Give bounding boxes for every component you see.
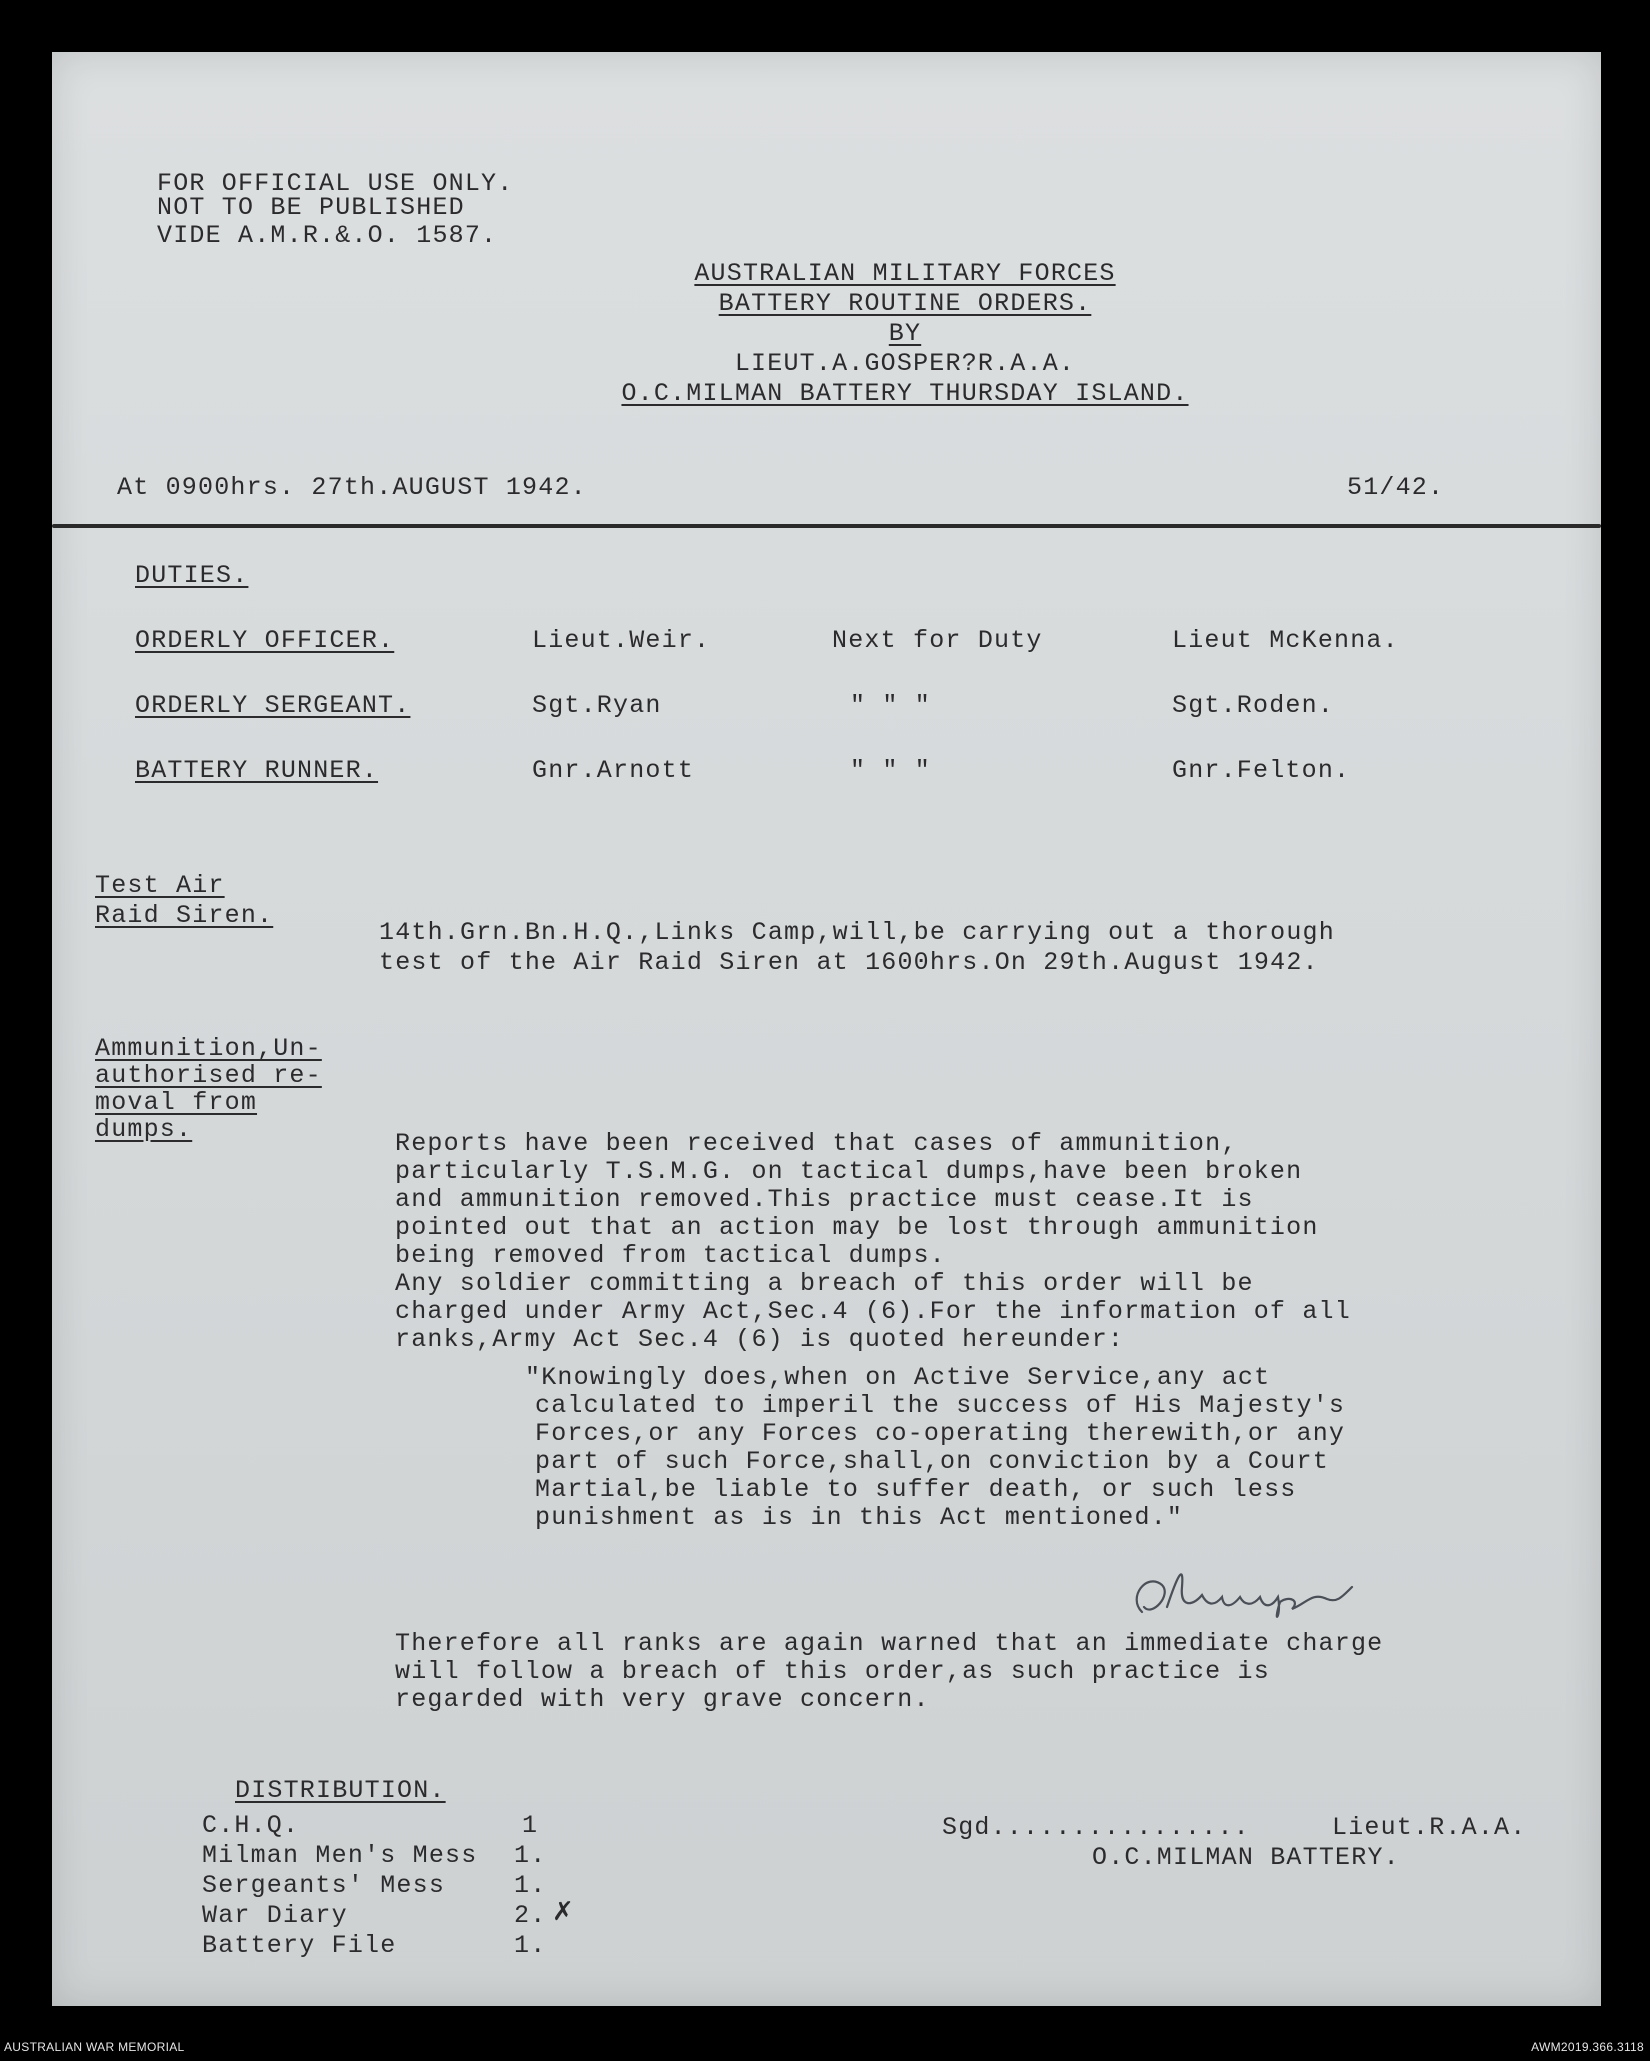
duty-next: Sgt.Roden. (1172, 691, 1335, 720)
duty-next-label: Next for Duty (832, 626, 1043, 655)
footer-source: AUSTRALIAN WAR MEMORIAL (4, 2040, 185, 2054)
duty-name: Sgt.Ryan (532, 691, 662, 720)
air-raid-heading-1: Test Air (95, 871, 225, 900)
duty-name: Lieut.Weir. (532, 626, 711, 655)
distribution-name: C.H.Q. (202, 1811, 300, 1840)
ammunition-para-line: particularly T.S.M.G. on tactical dumps,have been broken (395, 1157, 1303, 1186)
horizontal-rule (52, 524, 1601, 528)
distribution-name: Milman Men's Mess (202, 1841, 478, 1870)
classification-line-3: VIDE A.M.R.&.O. 1587. (157, 221, 498, 250)
duty-name: Gnr.Arnott (532, 756, 695, 785)
heading-line-4: LIEUT.A.GOSPER?R.A.A. (734, 349, 1076, 378)
ammunition-heading-3: moval from (95, 1088, 258, 1117)
order-number: 51/42. (1347, 473, 1445, 502)
distribution-title: DISTRIBUTION. (235, 1776, 446, 1805)
army-act-quote-line: "Knowingly does,when on Active Service,any act (525, 1363, 1271, 1392)
ammunition-heading-2: authorised re- (95, 1061, 322, 1090)
distribution-qty: 1. (514, 1841, 547, 1870)
ammunition-para-line: Any soldier committing a breach of this order will be (395, 1269, 1254, 1298)
air-raid-text-2: test of the Air Raid Siren at 1600hrs.On 29th.August 1942. (379, 948, 1319, 977)
heading-line-3: BY (888, 319, 922, 348)
signature-rank: Lieut.R.A.A. (1332, 1813, 1527, 1842)
warning-para-line-1: will follow a breach of this order,as such practice is (395, 1657, 1270, 1686)
distribution-qty: 2. (514, 1901, 547, 1930)
date-line: At 0900hrs. 27th.AUGUST 1942. (117, 473, 587, 502)
distribution-qty: 1. (514, 1871, 547, 1900)
signature-sgd: Sgd................ (942, 1813, 1250, 1842)
handwritten-signature (1122, 1557, 1382, 1627)
heading-line-1: AUSTRALIAN MILITARY FORCES (694, 259, 1116, 288)
distribution-name: War Diary (202, 1901, 348, 1930)
check-mark-icon: ✗ (552, 1897, 575, 1927)
duty-next: Lieut McKenna. (1172, 626, 1399, 655)
army-act-quote-line: Forces,or any Forces co-operating therewith,or any (535, 1419, 1346, 1448)
ammunition-heading-1: Ammunition,Un- (95, 1034, 322, 1063)
duty-next-label: " " " (850, 756, 932, 785)
air-raid-heading-2: Raid Siren. (95, 901, 274, 930)
duty-role: ORDERLY SERGEANT. (135, 691, 411, 720)
ammunition-para-line: being removed from tactical dumps. (395, 1241, 946, 1270)
distribution-qty: 1. (514, 1931, 547, 1960)
duty-role: ORDERLY OFFICER. (135, 626, 395, 655)
warning-para-line-2: regarded with very grave concern. (395, 1685, 930, 1714)
ammunition-para-line: ranks,Army Act Sec.4 (6) is quoted hereunder: (395, 1325, 1125, 1354)
signature-title: O.C.MILMAN BATTERY. (1092, 1843, 1400, 1872)
ammunition-heading-4: dumps. (95, 1115, 193, 1144)
army-act-quote-line: part of such Force,shall,on conviction by a Court (535, 1447, 1329, 1476)
footer-accession: AWM2019.366.3118 (1531, 2040, 1644, 2054)
duty-next: Gnr.Felton. (1172, 756, 1351, 785)
warning-para-line-0: Therefore all ranks are again warned that an immediate charge (395, 1629, 1384, 1658)
army-act-quote-line: Martial,be liable to suffer death, or such less (535, 1475, 1297, 1504)
army-act-quote-line: punishment as is in this Act mentioned." (535, 1503, 1184, 1532)
duty-role: BATTERY RUNNER. (135, 756, 379, 785)
air-raid-text-1: 14th.Grn.Bn.H.Q.,Links Camp,will,be carrying out a thorough (379, 918, 1335, 947)
ammunition-para-line: Reports have been received that cases of ammunition, (395, 1129, 1238, 1158)
ammunition-para-line: pointed out that an action may be lost through ammunition (395, 1213, 1319, 1242)
duty-next-label: " " " (850, 691, 932, 720)
classification-line-2: NOT TO BE PUBLISHED (157, 193, 465, 222)
heading-line-5: O.C.MILMAN BATTERY THURSDAY ISLAND. (621, 379, 1189, 408)
document-page (52, 52, 1601, 2006)
ammunition-para-line: charged under Army Act,Sec.4 (6).For the information of all (395, 1297, 1351, 1326)
distribution-name: Sergeants' Mess (202, 1871, 446, 1900)
heading-line-2: BATTERY ROUTINE ORDERS. (718, 289, 1092, 318)
distribution-qty: 1 (522, 1811, 539, 1840)
ammunition-para-line: and ammunition removed.This practice must cease.It is (395, 1185, 1254, 1214)
duties-title: DUTIES. (135, 561, 249, 590)
army-act-quote-line: calculated to imperil the success of His Majesty's (535, 1391, 1346, 1420)
classification-line-1: FOR OFFICIAL USE ONLY. (157, 169, 514, 198)
distribution-name: Battery File (202, 1931, 397, 1960)
